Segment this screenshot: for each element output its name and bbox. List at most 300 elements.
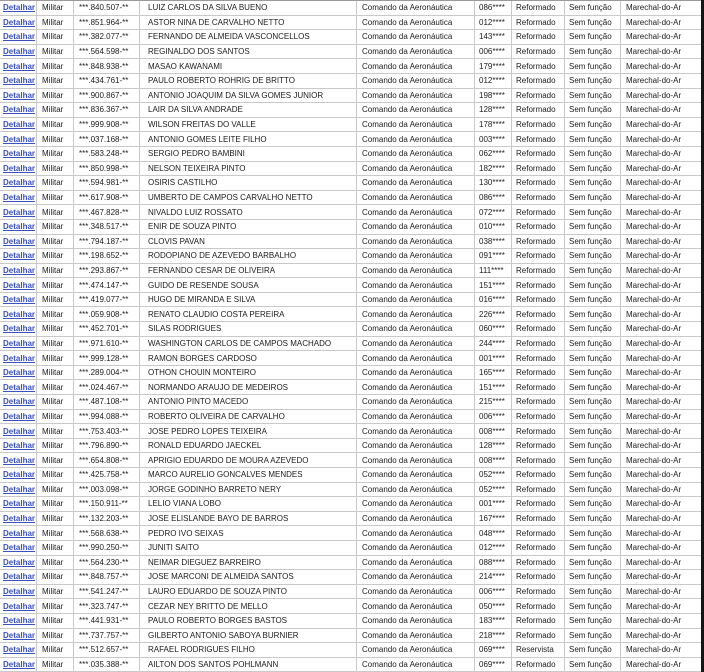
funcao-cell-container [565,526,621,540]
nome-cell: CLOVIS PAVAN [148,236,205,246]
cpf-cell-container [74,89,140,103]
detalhar-link[interactable]: Detalhar [3,499,36,509]
tipo-cell: Militar [42,514,64,524]
situacao-cell-container [512,307,565,321]
tipo-cell-container [37,118,74,132]
funcao-cell: Sem função [569,660,612,670]
posto-cell: Marechal-do-Ar [626,338,682,348]
matricula-cell: 179**** [479,61,505,71]
cpf-cell-container [74,1,140,15]
detalhar-link[interactable]: Detalhar [3,90,36,100]
matricula-cell-container [475,322,512,336]
detalhar-link[interactable]: Detalhar [3,295,36,305]
detalhar-link[interactable]: Detalhar [3,324,36,334]
funcao-cell-container [565,205,621,219]
matricula-cell-container [475,132,512,146]
cpf-cell-container [74,235,140,249]
table-row [0,483,701,498]
tipo-cell: Militar [42,47,64,57]
funcao-cell: Sem função [569,149,612,159]
orgao-cell: Comando da Aeronáutica [362,630,453,640]
funcao-cell: Sem função [569,47,612,57]
matricula-cell: 111**** [479,265,504,275]
orgao-cell: Comando da Aeronáutica [362,397,453,407]
funcao-cell-container [565,395,621,409]
orgao-cell-container [357,59,475,73]
detalhar-link[interactable]: Detalhar [3,105,36,115]
detalhar-link[interactable]: Detalhar [3,528,36,538]
posto-cell: Marechal-do-Ar [626,61,682,71]
funcao-cell-container [565,629,621,643]
funcao-cell: Sem função [569,134,612,144]
matricula-cell: 178**** [479,120,505,130]
detalhar-link[interactable]: Detalhar [3,236,36,246]
detalhar-link[interactable]: Detalhar [3,557,36,567]
nome-cell: ROBERTO OLIVEIRA DE CARVALHO [148,411,285,421]
table-row [0,337,701,352]
detalhar-link-container [0,293,37,307]
posto-cell: Marechal-do-Ar [626,660,682,670]
orgao-cell: Comando da Aeronáutica [362,236,453,246]
situacao-cell-container [512,322,565,336]
tipo-cell: Militar [42,295,64,305]
funcao-cell-container [565,337,621,351]
nome-cell: PAULO ROBERTO BORGES BASTOS [148,616,288,626]
nome-cell-container [140,424,357,438]
nome-cell-container [140,439,357,453]
tipo-cell: Militar [42,251,64,261]
cpf-cell: ***.434.761-** [79,76,129,86]
orgao-cell-container [357,205,475,219]
situacao-cell: Reformado [516,222,556,232]
detalhar-link[interactable]: Detalhar [3,572,36,582]
table-row [0,162,701,177]
detalhar-link[interactable]: Detalhar [3,47,36,57]
cpf-cell-container [74,176,140,190]
posto-cell: Marechal-do-Ar [626,470,682,480]
cpf-cell-container [74,439,140,453]
tipo-cell-container [37,337,74,351]
table-row [0,570,701,585]
detalhar-link-container [0,162,37,176]
orgao-cell-container [357,658,475,672]
table-row [0,512,701,527]
table-row [0,439,701,454]
tipo-cell-container [37,147,74,161]
funcao-cell: Sem função [569,484,612,494]
detalhar-link-container [0,1,37,15]
posto-cell-container [621,45,701,59]
detalhar-link[interactable]: Detalhar [3,222,36,232]
funcao-cell: Sem função [569,587,612,597]
detalhar-link[interactable]: Detalhar [3,630,36,640]
detalhar-link[interactable]: Detalhar [3,338,36,348]
posto-cell: Marechal-do-Ar [626,397,682,407]
tipo-cell: Militar [42,630,64,640]
orgao-cell: Comando da Aeronáutica [362,207,453,217]
matricula-cell-container [475,585,512,599]
detalhar-link[interactable]: Detalhar [3,484,36,494]
posto-cell: Marechal-do-Ar [626,382,682,392]
funcao-cell: Sem função [569,178,612,188]
nome-cell-container [140,278,357,292]
orgao-cell-container [357,235,475,249]
posto-cell-container [621,424,701,438]
posto-cell: Marechal-do-Ar [626,120,682,130]
detalhar-link[interactable]: Detalhar [3,3,36,13]
orgao-cell: Comando da Aeronáutica [362,76,453,86]
tipo-cell: Militar [42,557,64,567]
cpf-cell: ***.003.098-** [79,484,129,494]
detalhar-link[interactable]: Detalhar [3,61,36,71]
funcao-cell: Sem função [569,236,612,246]
situacao-cell-container [512,235,565,249]
situacao-cell: Reformado [516,587,556,597]
funcao-cell-container [565,132,621,146]
orgao-cell: Comando da Aeronáutica [362,251,453,261]
orgao-cell-container [357,643,475,657]
funcao-cell: Sem função [569,338,612,348]
posto-cell-container [621,191,701,205]
situacao-cell: Reformado [516,309,556,319]
situacao-cell-container [512,541,565,555]
matricula-cell: 008**** [479,426,505,436]
table-row [0,30,701,45]
cpf-cell: ***.132.203-** [79,514,129,524]
nome-cell-container [140,220,357,234]
nome-cell: RODOPIANO DE AZEVEDO BARBALHO [148,251,297,261]
orgao-cell-container [357,483,475,497]
orgao-cell-container [357,278,475,292]
funcao-cell: Sem função [569,514,612,524]
detalhar-link[interactable]: Detalhar [3,660,36,670]
orgao-cell-container [357,599,475,613]
posto-cell-container [621,132,701,146]
posto-cell-container [621,585,701,599]
matricula-cell-container [475,45,512,59]
cpf-cell-container [74,395,140,409]
cpf-cell: ***.541.247-** [79,587,129,597]
posto-cell: Marechal-do-Ar [626,134,682,144]
detalhar-link[interactable]: Detalhar [3,397,36,407]
detalhar-link-container [0,220,37,234]
nome-cell: ANTONIO GOMES LEITE FILHO [148,134,267,144]
situacao-cell: Reformado [516,499,556,509]
nome-cell-container [140,629,357,643]
nome-cell: LAIR DA SILVA ANDRADE [148,105,243,115]
matricula-cell: 062**** [479,149,505,159]
tipo-cell: Militar [42,32,64,42]
tipo-cell-container [37,658,74,672]
matricula-cell-container [475,643,512,657]
cpf-cell-container [74,614,140,628]
posto-cell: Marechal-do-Ar [626,630,682,640]
funcao-cell-container [565,118,621,132]
detalhar-link-container [0,322,37,336]
nome-cell: RENATO CLAUDIO COSTA PEREIRA [148,309,285,319]
matricula-cell: 048**** [479,528,505,538]
matricula-cell-container [475,337,512,351]
matricula-cell: 050**** [479,601,505,611]
detalhar-link[interactable]: Detalhar [3,353,36,363]
detalhar-link-container [0,16,37,30]
cpf-cell: ***.035.388-** [79,660,129,670]
cpf-cell-container [74,351,140,365]
funcao-cell: Sem função [569,601,612,611]
tipo-cell-container [37,30,74,44]
posto-cell-container [621,541,701,555]
nome-cell: REGINALDO DOS SANTOS [148,47,250,57]
matricula-cell-container [475,453,512,467]
cpf-cell-container [74,380,140,394]
nome-cell: NELSON TEIXEIRA PINTO [148,163,246,173]
matricula-cell-container [475,249,512,263]
orgao-cell-container [357,424,475,438]
matricula-cell-container [475,205,512,219]
detalhar-link-container [0,278,37,292]
detalhar-link[interactable]: Detalhar [3,193,36,203]
detalhar-link[interactable]: Detalhar [3,76,36,86]
matricula-cell-container [475,278,512,292]
cpf-cell-container [74,483,140,497]
matricula-cell: 128**** [479,441,505,451]
orgao-cell: Comando da Aeronáutica [362,120,453,130]
nome-cell-container [140,395,357,409]
posto-cell-container [621,1,701,15]
nome-cell-container [140,264,357,278]
funcao-cell: Sem função [569,193,612,203]
tipo-cell-container [37,439,74,453]
detalhar-link[interactable]: Detalhar [3,411,36,421]
detalhar-link-container [0,337,37,351]
detalhar-link[interactable]: Detalhar [3,616,36,626]
situacao-cell: Reformado [516,193,556,203]
funcao-cell-container [565,74,621,88]
nome-cell: SERGIO PEDRO BAMBINI [148,149,245,159]
funcao-cell: Sem função [569,163,612,173]
funcao-cell: Sem função [569,265,612,275]
orgao-cell-container [357,556,475,570]
funcao-cell-container [565,16,621,30]
situacao-cell-container [512,599,565,613]
funcao-cell-container [565,45,621,59]
cpf-cell: ***.999.128-** [79,353,129,363]
situacao-cell-container [512,424,565,438]
cpf-cell: ***.512.657-** [79,645,129,655]
table-row [0,366,701,381]
nome-cell-container [140,132,357,146]
orgao-cell: Comando da Aeronáutica [362,178,453,188]
orgao-cell: Comando da Aeronáutica [362,353,453,363]
detalhar-link[interactable]: Detalhar [3,178,36,188]
funcao-cell: Sem função [569,397,612,407]
tipo-cell: Militar [42,134,64,144]
matricula-cell: 151**** [479,382,505,392]
situacao-cell: Reformado [516,528,556,538]
posto-cell-container [621,395,701,409]
posto-cell-container [621,643,701,657]
cpf-cell: ***.900.867-** [79,90,129,100]
tipo-cell-container [37,643,74,657]
detalhar-link[interactable]: Detalhar [3,251,36,261]
cpf-cell-container [74,147,140,161]
orgao-cell-container [357,30,475,44]
situacao-cell-container [512,45,565,59]
situacao-cell: Reformado [516,90,556,100]
detalhar-link[interactable]: Detalhar [3,645,36,655]
tipo-cell: Militar [42,222,64,232]
posto-cell: Marechal-do-Ar [626,251,682,261]
posto-cell-container [621,512,701,526]
nome-cell: GUIDO DE RESENDE SOUSA [148,280,259,290]
tipo-cell-container [37,351,74,365]
detalhar-link-container [0,176,37,190]
matricula-cell: 052**** [479,470,505,480]
nome-cell-container [140,453,357,467]
detalhar-link-container [0,103,37,117]
nome-cell: CEZAR NEY BRITTO DE MELLO [148,601,268,611]
posto-cell-container [621,468,701,482]
matricula-cell-container [475,235,512,249]
funcao-cell: Sem função [569,616,612,626]
nome-cell: GILBERTO ANTONIO SABOYA BURNIER [148,630,299,640]
detalhar-link-container [0,30,37,44]
detalhar-link[interactable]: Detalhar [3,441,36,451]
tipo-cell-container [37,293,74,307]
orgao-cell-container [357,74,475,88]
detalhar-link[interactable]: Detalhar [3,470,36,480]
funcao-cell: Sem função [569,251,612,261]
cpf-cell: ***.037.168-** [79,134,129,144]
nome-cell: ANTONIO PINTO MACEDO [148,397,249,407]
detalhar-link-container [0,497,37,511]
tipo-cell-container [37,380,74,394]
orgao-cell: Comando da Aeronáutica [362,324,453,334]
funcao-cell-container [565,599,621,613]
detalhar-link-container [0,410,37,424]
nome-cell-container [140,410,357,424]
funcao-cell: Sem função [569,32,612,42]
matricula-cell-container [475,103,512,117]
orgao-cell-container [357,629,475,643]
funcao-cell: Sem função [569,557,612,567]
situacao-cell: Reformado [516,601,556,611]
detalhar-link[interactable]: Detalhar [3,32,36,42]
orgao-cell-container [357,585,475,599]
orgao-cell-container [357,526,475,540]
posto-cell-container [621,278,701,292]
matricula-cell: 006**** [479,587,505,597]
orgao-cell: Comando da Aeronáutica [362,411,453,421]
detalhar-link-container [0,59,37,73]
orgao-cell: Comando da Aeronáutica [362,309,453,319]
detalhar-link-container [0,118,37,132]
orgao-cell-container [357,132,475,146]
detalhar-link[interactable]: Detalhar [3,207,36,217]
detalhar-link-container [0,658,37,672]
detalhar-link[interactable]: Detalhar [3,280,36,290]
cpf-cell: ***.425.758-** [79,470,129,480]
detalhar-link-container [0,526,37,540]
orgao-cell: Comando da Aeronáutica [362,368,453,378]
nome-cell-container [140,191,357,205]
situacao-cell: Reformado [516,163,556,173]
nome-cell: JUNITI SAITO [148,543,199,553]
situacao-cell-container [512,351,565,365]
table-row [0,351,701,366]
detalhar-link[interactable]: Detalhar [3,601,36,611]
nome-cell-container [140,249,357,263]
detalhar-link[interactable]: Detalhar [3,368,36,378]
table-row [0,453,701,468]
detalhar-link[interactable]: Detalhar [3,149,36,159]
funcao-cell-container [565,570,621,584]
tipo-cell-container [37,570,74,584]
cpf-cell-container [74,526,140,540]
tipo-cell-container [37,453,74,467]
detalhar-link[interactable]: Detalhar [3,382,36,392]
orgao-cell-container [357,322,475,336]
situacao-cell: Reformado [516,236,556,246]
detalhar-link[interactable]: Detalhar [3,514,36,524]
tipo-cell: Militar [42,280,64,290]
matricula-cell: 016**** [479,295,505,305]
nome-cell: ANTONIO JOAQUIM DA SILVA GOMES JUNIOR [148,90,324,100]
orgao-cell-container [357,570,475,584]
cpf-cell: ***.850.998-** [79,163,129,173]
detalhar-link[interactable]: Detalhar [3,120,36,130]
detalhar-link[interactable]: Detalhar [3,543,36,553]
orgao-cell-container [357,614,475,628]
tipo-cell: Militar [42,601,64,611]
table-row [0,410,701,425]
detalhar-link[interactable]: Detalhar [3,309,36,319]
posto-cell: Marechal-do-Ar [626,441,682,451]
tipo-cell: Militar [42,470,64,480]
orgao-cell-container [357,439,475,453]
posto-cell: Marechal-do-Ar [626,222,682,232]
detalhar-link[interactable]: Detalhar [3,134,36,144]
nome-cell-container [140,147,357,161]
funcao-cell: Sem função [569,105,612,115]
matricula-cell: 052**** [479,484,505,494]
detalhar-link[interactable]: Detalhar [3,455,36,465]
funcao-cell-container [565,89,621,103]
nome-cell-container [140,205,357,219]
detalhar-link[interactable]: Detalhar [3,17,36,27]
nome-cell: RAFAEL RODRIGUES FILHO [148,645,255,655]
situacao-cell: Reformado [516,484,556,494]
detalhar-link-container [0,439,37,453]
nome-cell-container [140,293,357,307]
detalhar-link[interactable]: Detalhar [3,587,36,597]
matricula-cell-container [475,439,512,453]
table-row [0,59,701,74]
detalhar-link[interactable]: Detalhar [3,163,36,173]
nome-cell-container [140,541,357,555]
detalhar-link[interactable]: Detalhar [3,426,36,436]
funcao-cell-container [565,380,621,394]
cpf-cell: ***.564.230-** [79,557,129,567]
detalhar-link[interactable]: Detalhar [3,265,36,275]
posto-cell-container [621,337,701,351]
posto-cell: Marechal-do-Ar [626,105,682,115]
funcao-cell-container [565,103,621,117]
situacao-cell-container [512,468,565,482]
nome-cell-container [140,658,357,672]
matricula-cell: 130**** [479,178,505,188]
cpf-cell-container [74,264,140,278]
